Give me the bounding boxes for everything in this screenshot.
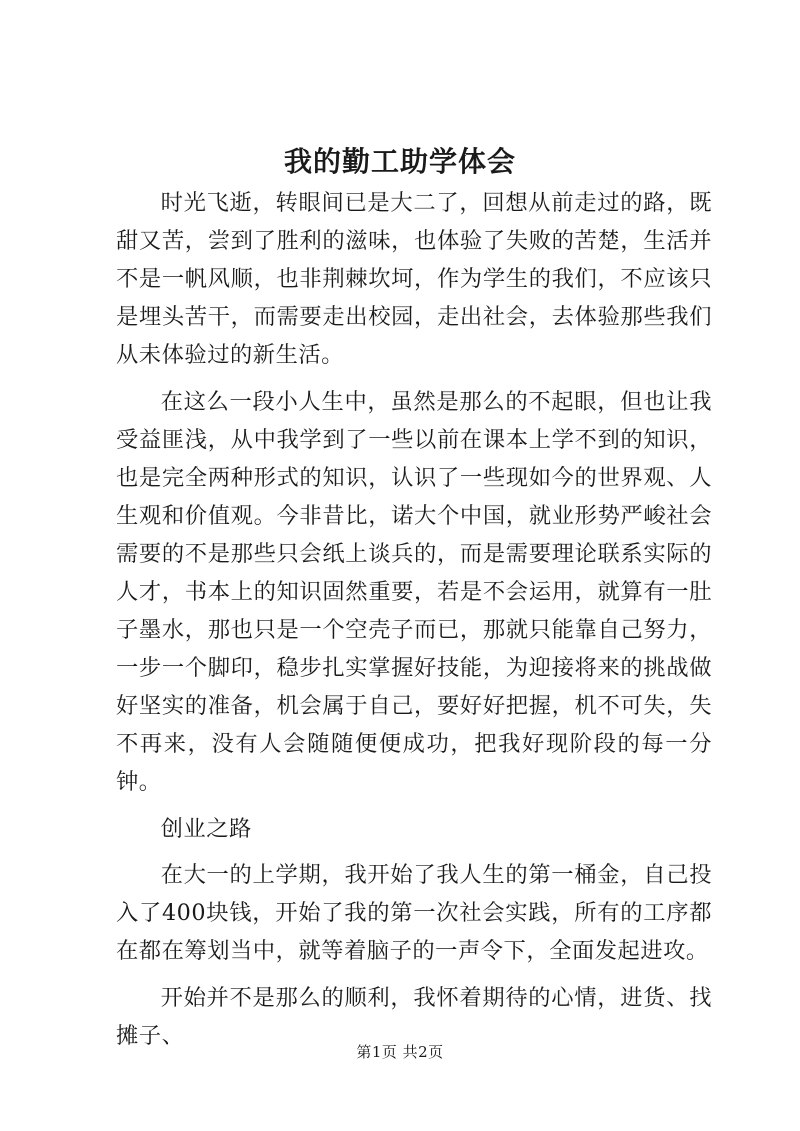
section-heading-entrepreneurship: 创业之路 — [160, 816, 252, 842]
document-title: 我的勤工助学体会 — [283, 145, 516, 178]
paragraph-intro: 时光飞逝，转眼间已是大二了，回想从前走过的路，既甜又苦，尝到了胜利的滋味，也体验了失败的苦楚，生活并不是一帆风顺，也非荆棘坎坷，作为学生的我们，不应该只是埋头苦干，而需要走出校园，走出社会，去体验那些我们从未体验过的新生活。 — [116, 190, 712, 368]
paragraph-first-venture: 在大一的上学期，我开始了我人生的第一桶金，自己投入了400块钱，开始了我的第一次社会实践，所有的工序都在都在筹划当中，就等着脑子的一声令下，全面发起进攻。 — [116, 862, 712, 964]
paragraph-beginning: 开始并不是那么的顺利，我怀着期待的心情，进货、找摊子、 — [116, 985, 712, 1049]
page-number-footer: 第1页 共2页 — [356, 1043, 444, 1061]
document-body — [116, 184, 712, 1064]
paragraph-reflection: 在这么一段小人生中，虽然是那么的不起眼，但也让我受益匪浅，从中我学到了一些以前在课本上学不到的知识，也是完全两种形式的知识，认识了一些现如今的世界观、人生观和价值观。今非昔比，诺大个中国，就业形势严峻社会需要的不是那些只会纸上谈兵的，而是需要理论联系实际的人才，书本上的知识固然重要，若是不会运用，就算有一肚子墨水，那也只是一个空壳子而已，那就只能靠自己努力，一步一个脚印，稳步扎实掌握好技能，为迎接将来的挑战做好坚实的准备，机会属于自己，要好好把握，机不可失，失不再来，没有人会随随便便成功，把我好现阶段的每一分钟。 — [116, 389, 712, 795]
